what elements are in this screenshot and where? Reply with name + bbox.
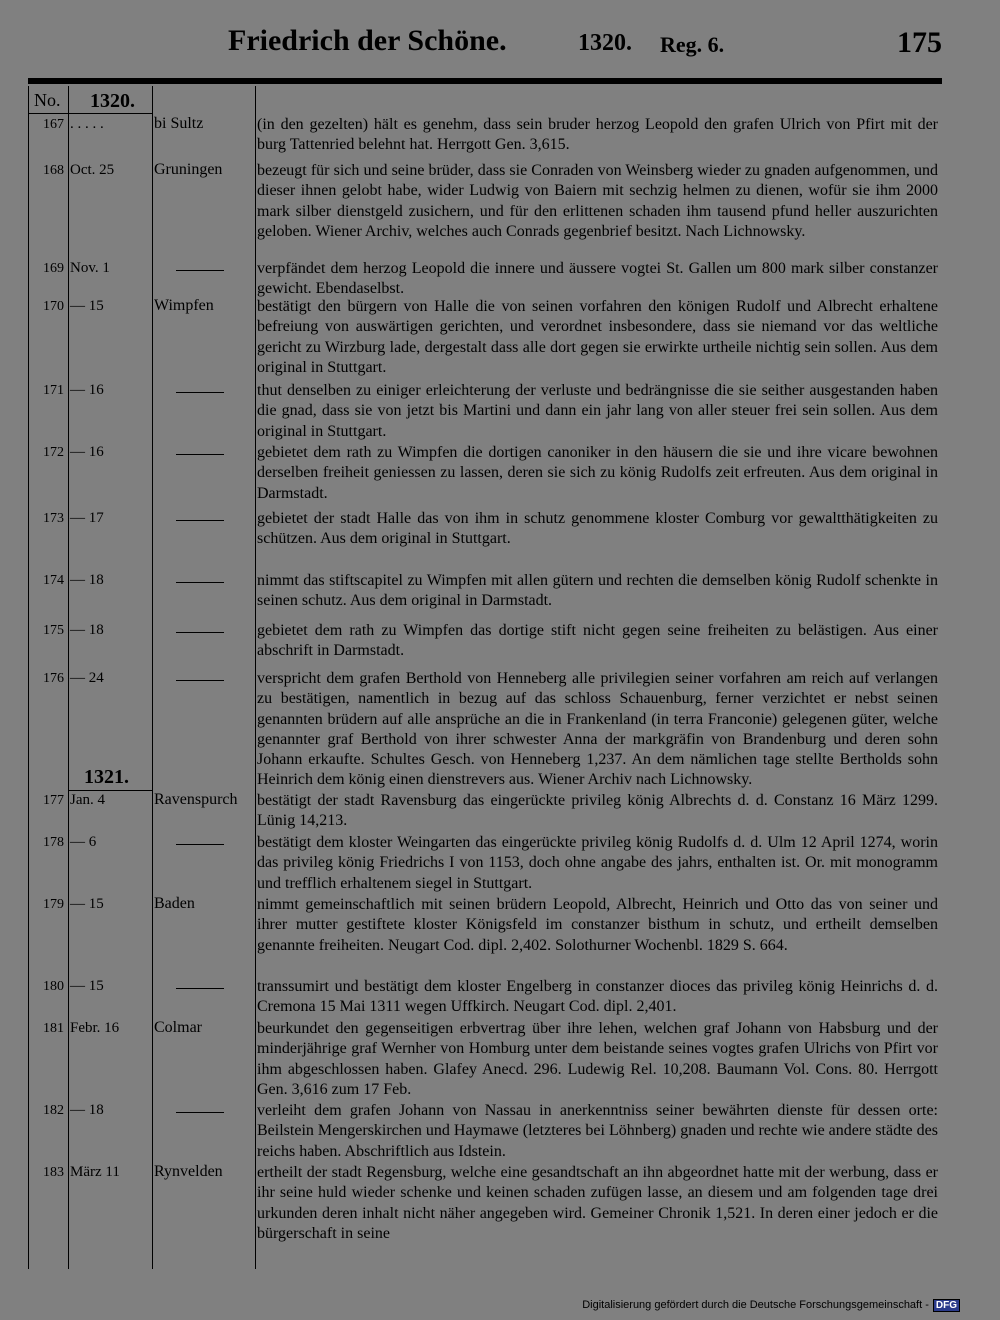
entry-number: 181: [43, 1021, 64, 1036]
entry-number: 178: [43, 835, 64, 850]
ditto-dash: [176, 582, 224, 583]
entry-place: Wimpfen: [154, 297, 214, 314]
dfg-logo-icon: DFG: [933, 1299, 960, 1312]
ditto-dash: [176, 680, 224, 681]
ditto-dash: [176, 392, 224, 393]
entry-date: — 18: [70, 572, 104, 588]
entry-date: Febr. 16: [70, 1020, 120, 1036]
entry-text: thut denselben zu einiger erleichterung der verluste und bedrängnisse die sie seither ausgestanden haben die gnad, dass sie von jetzt bis Martini und dann ein jahr lang von aller steuer frei sein sollen. Aus dem original in Stuttgart.: [257, 382, 938, 440]
entry-number: 175: [43, 623, 64, 638]
column-head-no: No.: [34, 90, 61, 110]
footer-text: Digitalisierung gefördert durch die Deutsche Forschungsgemeinschaft -: [582, 1299, 929, 1311]
entry-date: — 15: [70, 896, 104, 912]
column-head-year: 1320.: [90, 90, 135, 112]
ditto-dash: [176, 520, 224, 521]
ditto-dash: [176, 844, 224, 845]
entry-text: gebietet der stadt Halle das von ihm in schutz genommene kloster Comburg vor gewaltthätigkeiten zu schützen. Aus dem original in Stuttgart.: [257, 510, 938, 548]
entry-date: — 6: [70, 834, 97, 850]
entry-number: 170: [43, 299, 64, 314]
entry-number: 177: [43, 793, 64, 808]
running-title: Friedrich der Schöne.: [228, 24, 507, 57]
page-header: [0, 0, 1000, 80]
entry-number: 173: [43, 511, 64, 526]
column-rule: [28, 86, 29, 1269]
entry-text: verspricht dem grafen Berthold von Henneberg alle privilegien seiner vorfahren am reich auf verlangen zu bestätigen, namentlich in bezug auf das schloss Schauenburg, ferner verzichtet er nebst seinen genannten brüdern auf alle ansprüche an die in Frankenland (in terra Franconie) gelegenen güter, welche genannter graf Berthold von ihrer schwester Anna der markgräfin von Brandenburg und deren sohn Johann erkaufte. Schultes Gesch. von Henneberg 1,237. An dem nämlichen tage stellte Bertholds sohn Heinrich dem könig einen dienstrevers aus. Wiener Archiv nach Lichnowsky.: [257, 670, 938, 789]
ditto-dash: [176, 632, 224, 633]
entry-number: 183: [43, 1165, 64, 1180]
entry-text: (in den gezelten) hält es genehm, dass sein bruder herzog Leopold den grafen Ulrich von Pfirt mit der burg Tattenried belehnt hat. Herrgott Gen. 3,615.: [257, 116, 938, 154]
entry-date: . . . . .: [70, 116, 104, 132]
entry-date: Nov. 1: [70, 260, 110, 276]
entry-text: bestätigt dem kloster Weingarten das eingerückte privileg könig Rudolfs d. d. Ulm 12 April 1274, worin das privileg könig Friedrichs I von 1153, doch ohne angabe des jahrs, enthalten ist. Or. mit monogramm und trefflich erhaltenem siegel in Stuttgart.: [257, 834, 938, 892]
column-rule: [255, 86, 256, 1269]
ditto-dash: [176, 454, 224, 455]
year-rule: [68, 790, 152, 791]
ditto-dash: [176, 1112, 224, 1113]
entry-place: Rynvelden: [154, 1163, 223, 1180]
entry-text: ertheilt der stadt Regensburg, welche eine gesandtschaft an ihn abgeordnet hatte mit der werbung, dass er ihr seine huld wieder schenke und keinen schaden zufügen lasse, an diesem und am folgenden tage drei urkunden deren inhalt nicht näher angegeben wird. Gemeiner Chronik 1,521. In deren einer jedoch er die bürgerschaft in seine: [257, 1164, 938, 1242]
entry-text: beurkundet den gegenseitigen erbvertrag über ihre lehen, welchen graf Johann von Habsburg und der minderjährige graf Wernher von Homburg unter dem beistande seines vogtes grafen Ulrichs von Pfirt vor ihm abgeschlossen haben. Glafey Anecd. 296. Ludewig Rel. 10,208. Baumann Vol. Cons. 80. Herrgott Gen. 3,616 zum 17 Feb.: [257, 1020, 938, 1098]
entry-date: — 24: [70, 670, 104, 686]
entry-text: nimmt gemeinschaftlich mit seinen brüdern Leopold, Albrecht, Heinrich und Otto das von seiner und ihrer mutter gestiftete kloster Königsfeld im constanzer bisthum in schutz, und ertheilt demselben genannte freiheiten. Neugart Cod. dipl. 2,402. Solothurner Wochenbl. 1829 S. 664.: [257, 896, 938, 954]
entry-number: 167: [43, 117, 64, 132]
ditto-dash: [176, 988, 224, 989]
entry-date: Jan. 4: [70, 792, 105, 808]
footer-credit: [582, 1299, 960, 1312]
running-reg: Reg. 6.: [660, 32, 725, 57]
entry-text: gebietet dem rath zu Wimpfen das dortige stift nicht gegen seine freiheiten zu belästigen. Aus einer abschrift in Darmstadt.: [257, 622, 938, 660]
entry-date: Oct. 25: [70, 162, 115, 178]
entry-date: — 18: [70, 622, 104, 638]
entry-date: — 16: [70, 444, 104, 460]
entry-date: — 15: [70, 298, 104, 314]
entry-place: Baden: [154, 895, 195, 912]
head-rule: [28, 113, 152, 114]
entry-date: — 15: [70, 978, 104, 994]
entry-text: bestätigt den bürgern von Halle die von seinen vorfahren den königen Rudolf und Albrecht erhaltene befreiung von auswärtigen gerichten, und verordnet insbesondere, dass sie niemand vor das weltliche gericht zu Wirzburg lade, dergestalt dass alle dort gegen sie erwirkte urtheile nichtig sein sollen. Aus dem original in Stuttgart.: [257, 298, 938, 376]
page-number: 175: [897, 26, 942, 59]
entry-text: verpfändet dem herzog Leopold die innere und äussere vogtei St. Gallen um 800 mark silber constanzer gewicht. Ebendaselbst.: [257, 260, 938, 298]
entry-number: 176: [43, 671, 64, 686]
entry-text: bestätigt der stadt Ravensburg das eingerückte privileg könig Albrechts d. d. Constanz 16 März 1299. Lünig 14,213.: [257, 792, 938, 830]
entry-date: — 18: [70, 1102, 104, 1118]
entry-place: Colmar: [154, 1019, 202, 1036]
entry-place: Gruningen: [154, 161, 223, 178]
entry-text: verleiht dem grafen Johann von Nassau in anerkenntniss seiner bewährten dienste für dessen orte: Beilstein Mengerskirchen und Haymawe (letzteres bei Löhnberg) gnaden und rechte wie andere städte des reichs haben. Abschriftlich aus Idstein.: [257, 1102, 938, 1160]
entry-text: transsumirt und bestätigt dem kloster Engelberg in constanzer dioces das privileg könig Heinrichs d. d. Cremona 15 Mai 1311 wegen Uffkirch. Neugart Cod. dipl. 2,401.: [257, 978, 938, 1016]
entry-date: — 17: [70, 510, 104, 526]
entry-number: 169: [43, 261, 64, 276]
regesten-table: [28, 84, 942, 1269]
entry-date: März 11: [70, 1164, 120, 1180]
entry-number: 172: [43, 445, 64, 460]
entry-number: 180: [43, 979, 64, 994]
entry-number: 182: [43, 1103, 64, 1118]
column-rule: [68, 86, 69, 1269]
ditto-dash: [176, 270, 224, 271]
entry-date: — 16: [70, 382, 104, 398]
entry-number: 179: [43, 897, 64, 912]
entry-number: 174: [43, 573, 64, 588]
year-mark: 1321.: [84, 766, 129, 788]
running-year: 1320.: [578, 30, 632, 56]
entry-number: 171: [43, 383, 64, 398]
entry-place: Ravenspurch: [154, 791, 238, 808]
entry-text: gebietet dem rath zu Wimpfen die dortigen canoniker in den häusern die sie und ihre vicare bewohnen derselben freiheit geniessen zu lassen, deren sie sich zu könig Rudolfs zeit erfreuten. Aus dem original in Darmstadt.: [257, 444, 938, 502]
entry-number: 168: [43, 163, 64, 178]
column-rule: [152, 86, 153, 1269]
entry-text: bezeugt für sich und seine brüder, dass sie Conraden von Weinsberg wieder zu gnaden aufgenommen, und dieser ihnen gelobt habe, wider Ludwig von Baiern mit sechzig helmen zu dienen, wofür sie ihm 2000 mark silber dienstgeld zusichern, und für den erlittenen schaden ihm tausend pfund heller auszurichten geloben. Wiener Archiv, welches auch Conrads gegenbrief besitzt. Nach Lichnowsky.: [257, 162, 938, 240]
entry-place: bi Sultz: [154, 115, 204, 132]
entry-text: nimmt das stiftscapitel zu Wimpfen mit allen gütern und rechten die demselben könig Rudolf schenkte in seinen schutz. Aus dem original in Darmstadt.: [257, 572, 938, 610]
